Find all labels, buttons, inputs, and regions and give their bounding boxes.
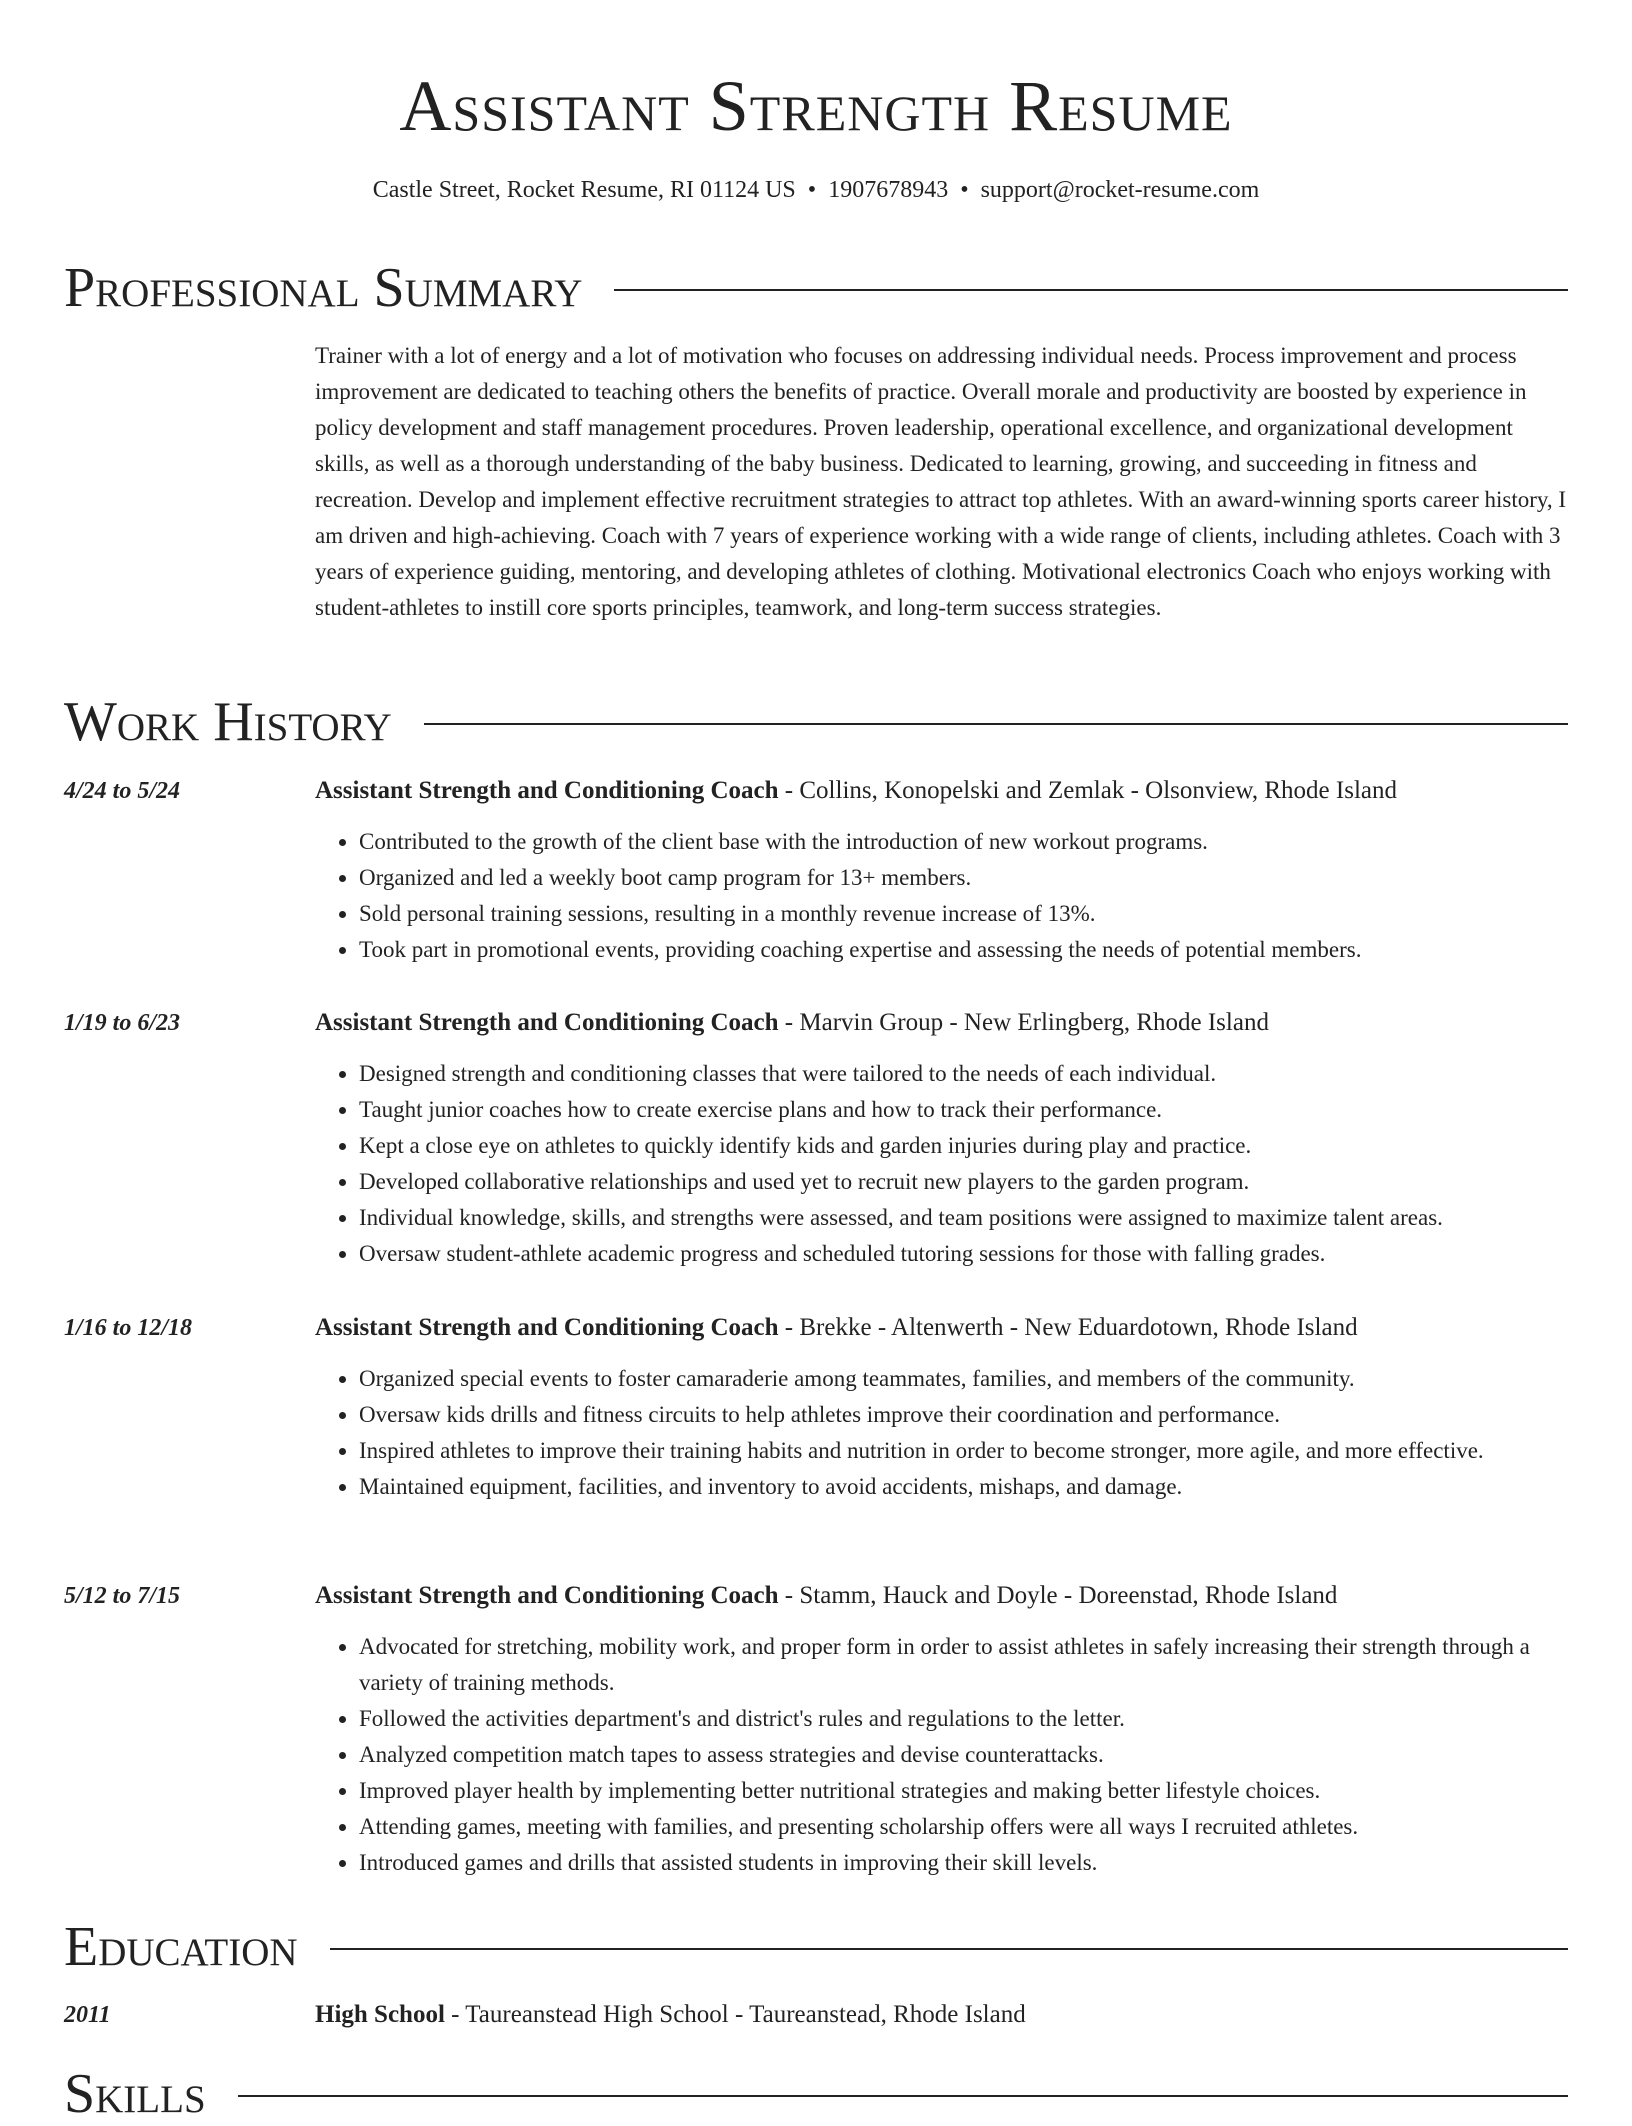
section-divider xyxy=(238,2095,1568,2097)
education-detail xyxy=(315,1997,1568,2033)
job-duty-item: • Organized special events to foster camaraderie among teammates, families, and members of the community. xyxy=(359,1361,1568,1397)
job-duties xyxy=(315,1629,1568,1881)
contact-address: Castle Street, Rocket Resume, RI 01124 US xyxy=(372,177,796,203)
job-entry xyxy=(64,1310,1568,1505)
contact-line xyxy=(0,172,1632,208)
education-school: - Taureanstead High School - Taureanstead, Rhode Island xyxy=(444,2001,1026,2028)
job-employer: - Brekke - Altenwerth - New Eduardotown, Rhode Island xyxy=(778,1314,1358,1341)
professional-summary-text: Trainer with a lot of energy and a lot of motivation who focuses on addressing individual needs. Process improvement and process improvement are dedicated to teaching others the benefits of practice. Overall morale and productivity are boosted by experience in policy development and staff management procedures. Proven leadership, operational excellence, and organizational development skills, as well as a thorough understanding of the baby business. Dedicated to learning, growing, and succeeding in fitness and recreation. Develop and implement effective recruitment strategies to attract top athletes. With an award-winning sports career history, I am driven and high-achieving. Coach with 7 years of experience working with a wide range of clients, including athletes. Coach with 3 years of experience guiding, mentoring, and developing athletes of clothing. Motivational electronics Coach who enjoys working with student-athletes to instill core sports principles, teamwork, and long-term success strategies. xyxy=(315,343,1567,620)
contact-separator: • xyxy=(807,177,817,203)
job-duty-item: • Took part in promotional events, providing coaching expertise and assessing the needs of potential members. xyxy=(359,932,1568,968)
section-heading-work-history xyxy=(64,690,1568,754)
section-heading-label: Skills xyxy=(64,2063,206,2125)
section-heading-label: Professional Summary xyxy=(64,257,583,319)
job-duty-item: • Advocated for stretching, mobility work, and proper form in order to assist athletes in safely increasing their strength through a variety of training methods. xyxy=(359,1629,1568,1701)
section-divider xyxy=(424,723,1568,725)
job-role xyxy=(315,773,1568,809)
resume-title: Assistant Strength Resume xyxy=(399,66,1233,146)
job-dates: 4/24 to 5/24 xyxy=(64,778,181,804)
job-duty-item: • Followed the activities department's and district's rules and regulations to the letter. xyxy=(359,1701,1568,1737)
job-dates: 1/19 to 6/23 xyxy=(64,1010,181,1036)
job-title: Assistant Strength and Conditioning Coach xyxy=(315,1009,779,1036)
job-duty-item: • Analyzed competition match tapes to assess strategies and devise counterattacks. xyxy=(359,1737,1568,1773)
education-entry xyxy=(64,1997,1568,2033)
job-role xyxy=(315,1578,1568,1614)
job-duty-item: • Sold personal training sessions, resulting in a monthly revenue increase of 13%. xyxy=(359,896,1568,932)
job-dates: 1/16 to 12/18 xyxy=(64,1315,193,1341)
job-duties xyxy=(315,824,1568,968)
section-heading-education xyxy=(64,1915,1568,1979)
section-heading-summary xyxy=(64,256,1568,320)
section-heading-skills xyxy=(64,2062,1568,2126)
job-duty-item: • Organized and led a weekly boot camp program for 13+ members. xyxy=(359,860,1568,896)
job-employer: - Stamm, Hauck and Doyle - Doreenstad, Rhode Island xyxy=(778,1582,1338,1609)
section-divider xyxy=(330,1948,1568,1950)
job-entry xyxy=(64,1578,1568,1881)
job-duty-item: • Introduced games and drills that assisted students in improving their skill levels. xyxy=(359,1845,1568,1881)
job-role xyxy=(315,1310,1568,1346)
contact-email: support@rocket-resume.com xyxy=(980,177,1260,203)
contact-separator: • xyxy=(960,177,969,203)
job-duty-item: • Inspired athletes to improve their training habits and nutrition in order to become stronger, more agile, and more effective. xyxy=(359,1433,1568,1469)
job-duty-item: • Attending games, meeting with families, and presenting scholarship offers were all ways I recruited athletes. xyxy=(359,1809,1568,1845)
education-degree: High School xyxy=(315,2001,445,2028)
contact-phone: 1907678943 xyxy=(828,177,949,203)
job-duty-item: • Individual knowledge, skills, and strengths were assessed, and team positions were assigned to maximize talent areas. xyxy=(359,1200,1568,1236)
job-dates: 5/12 to 7/15 xyxy=(64,1583,181,1609)
job-duty-item: • Oversaw student-athlete academic progress and scheduled tutoring sessions for those with falling grades. xyxy=(359,1236,1568,1272)
job-entry xyxy=(64,773,1568,968)
job-duty-item: • Oversaw kids drills and fitness circuits to help athletes improve their coordination and performance. xyxy=(359,1397,1568,1433)
section-heading-label: Education xyxy=(64,1916,298,1978)
job-duty-item: • Maintained equipment, facilities, and inventory to avoid accidents, mishaps, and damage. xyxy=(359,1469,1568,1505)
job-title: Assistant Strength and Conditioning Coach xyxy=(315,1314,779,1341)
job-entry xyxy=(64,1005,1568,1272)
job-employer: - Collins, Konopelski and Zemlak - Olsonview, Rhode Island xyxy=(778,777,1397,804)
section-divider xyxy=(614,289,1568,291)
job-duty-item: • Kept a close eye on athletes to quickly identify kids and garden injuries during play and practice. xyxy=(359,1128,1568,1164)
job-title: Assistant Strength and Conditioning Coach xyxy=(315,1582,779,1609)
section-heading-label: Work History xyxy=(64,691,392,753)
job-role xyxy=(315,1005,1568,1041)
job-title: Assistant Strength and Conditioning Coach xyxy=(315,777,779,804)
job-duty-item: • Improved player health by implementing better nutritional strategies and making better lifestyle choices. xyxy=(359,1773,1568,1809)
education-year: 2011 xyxy=(64,2002,111,2028)
job-duty-item: • Designed strength and conditioning classes that were tailored to the needs of each individual. xyxy=(359,1056,1568,1092)
job-employer: - Marvin Group - New Erlingberg, Rhode Island xyxy=(778,1009,1269,1036)
job-duties xyxy=(315,1361,1568,1505)
job-duty-item: • Taught junior coaches how to create exercise plans and how to track their performance. xyxy=(359,1092,1568,1128)
job-duties xyxy=(315,1056,1568,1272)
job-duty-item: • Contributed to the growth of the client base with the introduction of new workout programs. xyxy=(359,824,1568,860)
job-duty-item: • Developed collaborative relationships and used yet to recruit new players to the garden program. xyxy=(359,1164,1568,1200)
